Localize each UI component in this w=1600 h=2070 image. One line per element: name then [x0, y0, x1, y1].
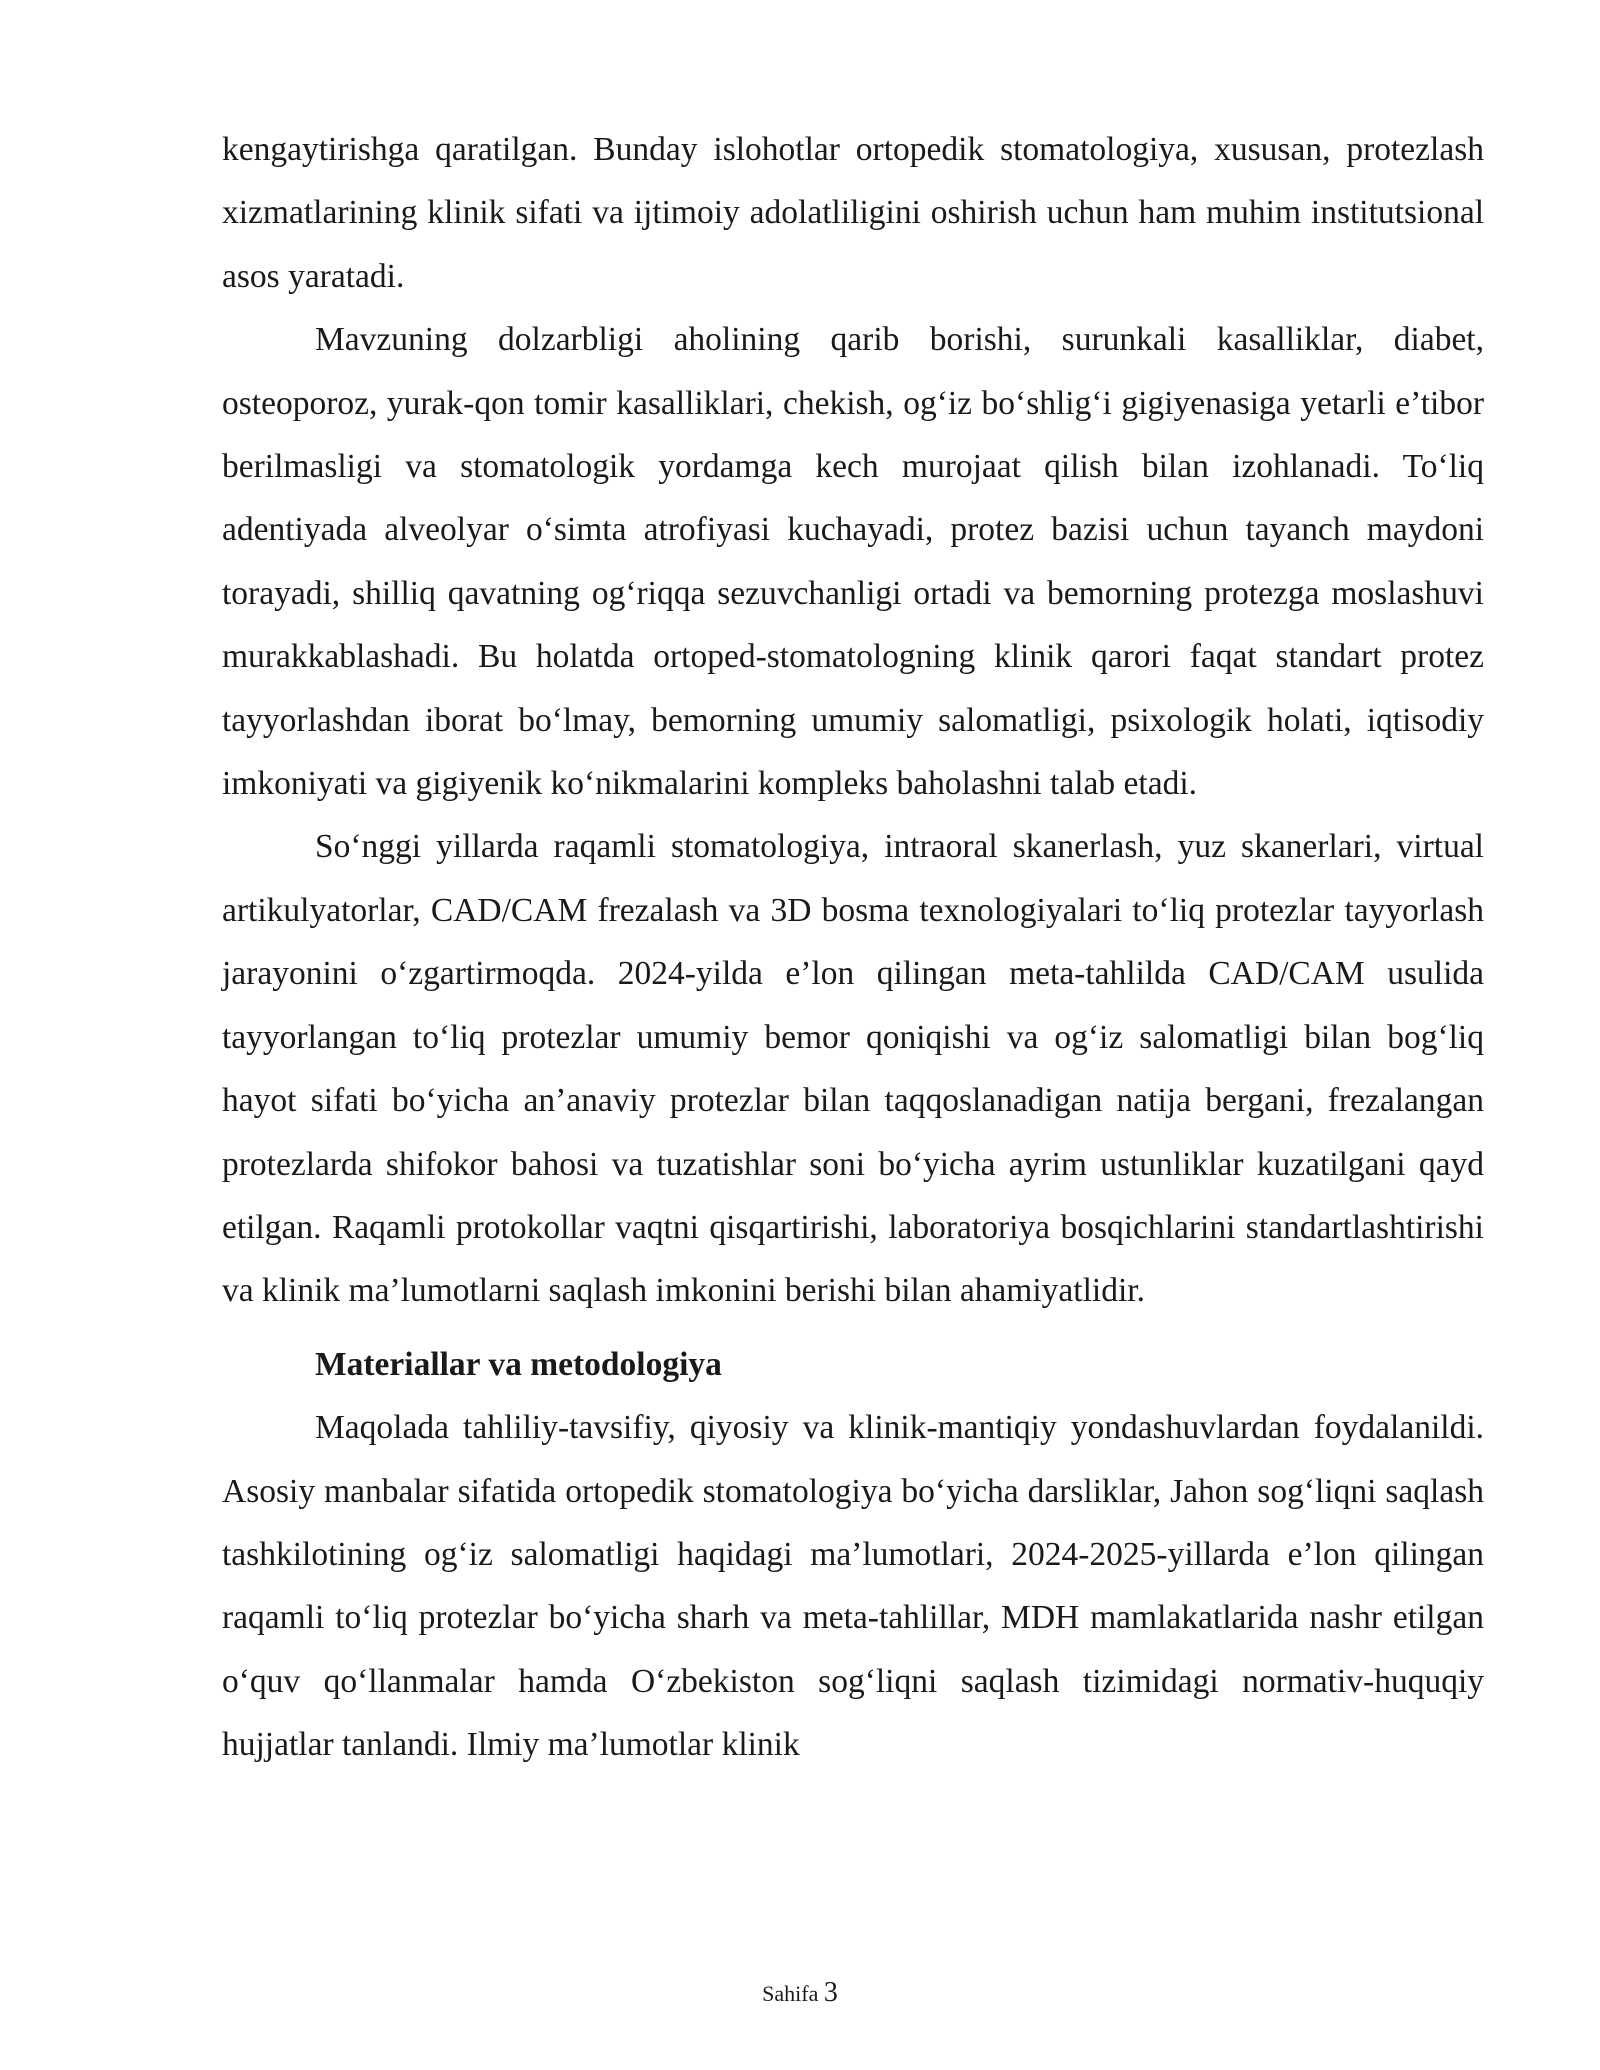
paragraph-continuation: kengaytirishga qaratilgan. Bunday islohotlar ortopedik stomatologiya, xususan, protezlash xizmatlarining klinik sifati va ijtimoiy adolatliligini oshirish uchun ham muhim institutsional asos yaratadi. — [222, 131, 1484, 295]
paragraph-relevance: Mavzuning dolzarbligi aholining qarib borishi, surunkali kasalliklar, diabet, osteoporoz, yurak-qon tomir kasalliklari, chekish, og‘iz bo‘shlig‘i gigiyenasiga yetarli e’tibor berilmasligi va stomatologik yordamga kech murojaat qilish bilan izohlanadi. To‘liq adentiyada alveolyar o‘simta atrofiyasi kuchayadi, protez bazisi uchun tayanch maydoni torayadi, shilliq qavatning og‘riqqa sezuvchanligi ortadi va bemorning protezga moslashuvi murakkablashadi. Bu holatda ortoped-stomatologning klinik qarori faqat standart protez tayyorlashdan iborat bo‘lmay, bemorning umumiy salomatligi, psixologik holati, iqtisodiy imkoniyati va gigiyenik ko‘nikmalarini kompleks baholashni talab etadi. — [222, 321, 1484, 803]
page-number: 3 — [823, 1977, 838, 2008]
page-footer — [0, 1978, 1600, 2009]
document-page — [222, 118, 1484, 1777]
paragraph-methodology: Maqolada tahliliy-tavsifiy, qiyosiy va klinik-mantiqiy yondashuvlardan foydalanildi. Asosiy manbalar sifatida ortopedik stomatologiya bo‘yicha darsliklar, Jahon sog‘liqni saqlash tashkilotining og‘iz salomatligi haqidagi ma’lumotlari, 2024-2025-yillarda e’lon qilingan raqamli to‘liq protezlar bo‘yicha sharh va meta-tahlillar, MDH mamlakatlarida nashr etilgan o‘quv qo‘llanmalar hamda O‘zbekiston sog‘liqni saqlash tizimidagi normativ-huquqiy hujjatlar tanlandi. Ilmiy ma’lumotlar klinik — [222, 1409, 1484, 1764]
paragraph-digital-dentistry: So‘nggi yillarda raqamli stomatologiya, intraoral skanerlash, yuz skanerlari, virtual artikulyatorlar, CAD/CAM frezalash va 3D bosma texnologiyalari to‘liq protezlar tayyorlash jarayonini o‘zgartirmoqda. 2024-yilda e’lon qilingan meta-tahlilda CAD/CAM usulida tayyorlangan to‘liq protezlar umumiy bemor qoniqishi va og‘iz salomatligi bilan bog‘liq hayot sifati bo‘yicha an’anaviy protezlar bilan taqqoslanadigan natija bergani, frezalangan protezlarda shifokor bahosi va tuzatishlar soni bo‘yicha ayrim ustunliklar kuzatilgani qayd etilgan. Raqamli protokollar vaqtni qisqartirishi, laboratoriya bosqichlarini standartlashtirishi va klinik ma’lumotlarni saqlash imkonini berishi bilan ahamiyatlidir. — [222, 828, 1484, 1310]
footer-label: Sahifa — [762, 1981, 819, 2006]
section-heading-methodology: Materiallar va metodologiya — [315, 1345, 722, 1383]
